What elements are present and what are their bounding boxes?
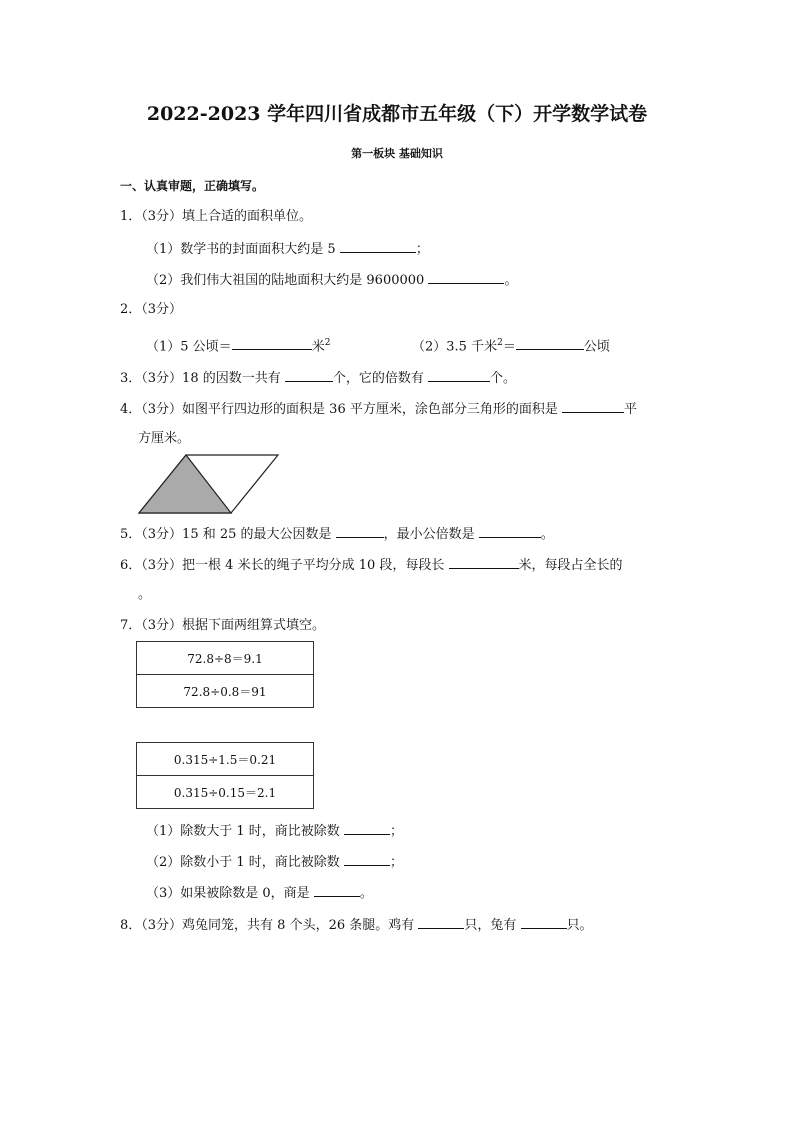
answer-blank[interactable] <box>285 369 333 382</box>
section-heading: 一、认真审题，正确填写。 <box>120 179 265 193</box>
question-2b-eq: ＝ <box>502 339 516 355</box>
question-7b-text: （2）除数小于 1 时，商比被除数 <box>146 855 340 870</box>
answer-blank[interactable] <box>516 337 584 350</box>
question-1-stem: 1．（3分）填上合适的面积单位。 <box>120 209 313 224</box>
question-5 <box>120 525 554 543</box>
question-6-text: 6．（3分）把一根 4 米长的绳子平均分成 10 段，每段长 <box>120 558 445 573</box>
answer-blank[interactable] <box>562 400 624 413</box>
question-2a-text: （1）5 公顷＝ <box>146 339 232 355</box>
question-6-line2: 。 <box>138 587 152 602</box>
answer-blank[interactable] <box>336 525 384 538</box>
question-7b <box>146 853 403 871</box>
question-7c <box>146 884 373 902</box>
question-4 <box>120 400 637 418</box>
equation-cell: 72.8÷8＝9.1 <box>137 642 314 675</box>
answer-blank[interactable] <box>428 271 504 284</box>
answer-blank[interactable] <box>521 916 567 929</box>
question-5-mid: ，最小公倍数是 <box>383 527 475 542</box>
answer-blank[interactable] <box>449 556 519 569</box>
equation-cell: 0.315÷0.15＝2.1 <box>137 776 314 809</box>
question-7c-end: 。 <box>359 886 373 901</box>
question-3-end: 个。 <box>490 371 517 386</box>
question-5-end: 。 <box>540 527 554 542</box>
question-3-text: 3．（3分）18 的因数一共有 <box>120 371 281 386</box>
question-2a-unit: 米 <box>311 339 325 355</box>
question-7a-text: （1）除数大于 1 时，商比被除数 <box>146 824 340 839</box>
question-2b <box>412 335 610 355</box>
question-3 <box>120 369 516 387</box>
question-5-text: 5．（3分）15 和 25 的最大公因数是 <box>120 527 332 542</box>
equation-cell: 0.315÷1.5＝0.21 <box>137 743 314 776</box>
question-2b-text: （2）3.5 千米 <box>412 339 498 355</box>
answer-blank[interactable] <box>232 337 312 350</box>
question-8-end: 只。 <box>566 918 593 933</box>
question-7c-text: （3）如果被除数是 0，商是 <box>146 886 310 901</box>
page-subtitle: 第一板块 基础知识 <box>351 147 443 160</box>
equation-cell: 72.8÷0.8＝91 <box>137 675 314 708</box>
question-4-line2: 方厘米。 <box>138 431 191 446</box>
question-1b <box>146 271 517 289</box>
equation-table-1 <box>136 641 314 708</box>
question-1a <box>146 240 429 258</box>
question-1a-end: ； <box>415 242 429 257</box>
question-8 <box>120 916 593 934</box>
question-7b-end: ； <box>389 855 403 870</box>
question-6 <box>120 556 623 574</box>
question-2b-unit: 公顷 <box>583 339 610 355</box>
answer-blank[interactable] <box>344 853 390 866</box>
question-7-stem: 7．（3分）根据下面两组算式填空。 <box>120 618 326 633</box>
question-6-end: 米，每段占全长的 <box>518 558 623 573</box>
question-2-stem: 2．（3分） <box>120 302 183 317</box>
question-8-text: 8．（3分）鸡兔同笼，共有 8 个头，26 条腿。鸡有 <box>120 918 415 933</box>
question-1a-text: （1）数学书的封面面积大约是 5 <box>146 242 336 257</box>
question-1b-end: 。 <box>504 273 518 288</box>
question-7a <box>146 822 403 840</box>
parallelogram-figure <box>136 452 282 516</box>
question-4-text: 4．（3分）如图平行四边形的面积是 36 平方厘米，涂色部分三角形的面积是 <box>120 402 558 417</box>
question-2a <box>146 335 330 355</box>
question-2a-sup: 2 <box>324 338 331 348</box>
answer-blank[interactable] <box>314 884 360 897</box>
answer-blank[interactable] <box>344 822 390 835</box>
page-title: 2022-2023 学年四川省成都市五年级（下）开学数学试卷 <box>146 103 648 125</box>
answer-blank[interactable] <box>479 525 541 538</box>
shaded-triangle <box>139 455 231 513</box>
question-1b-text: （2）我们伟大祖国的陆地面积大约是 9600000 <box>146 273 425 288</box>
question-4-end: 平 <box>624 402 638 417</box>
question-7a-end: ； <box>389 824 403 839</box>
answer-blank[interactable] <box>418 916 464 929</box>
equation-table-2 <box>136 742 314 809</box>
answer-blank[interactable] <box>428 369 490 382</box>
question-8-mid: 只，兔有 <box>464 918 517 933</box>
answer-blank[interactable] <box>340 240 416 253</box>
question-2b-sup: 2 <box>497 338 503 348</box>
question-3-mid: 个，它的倍数有 <box>332 371 424 386</box>
